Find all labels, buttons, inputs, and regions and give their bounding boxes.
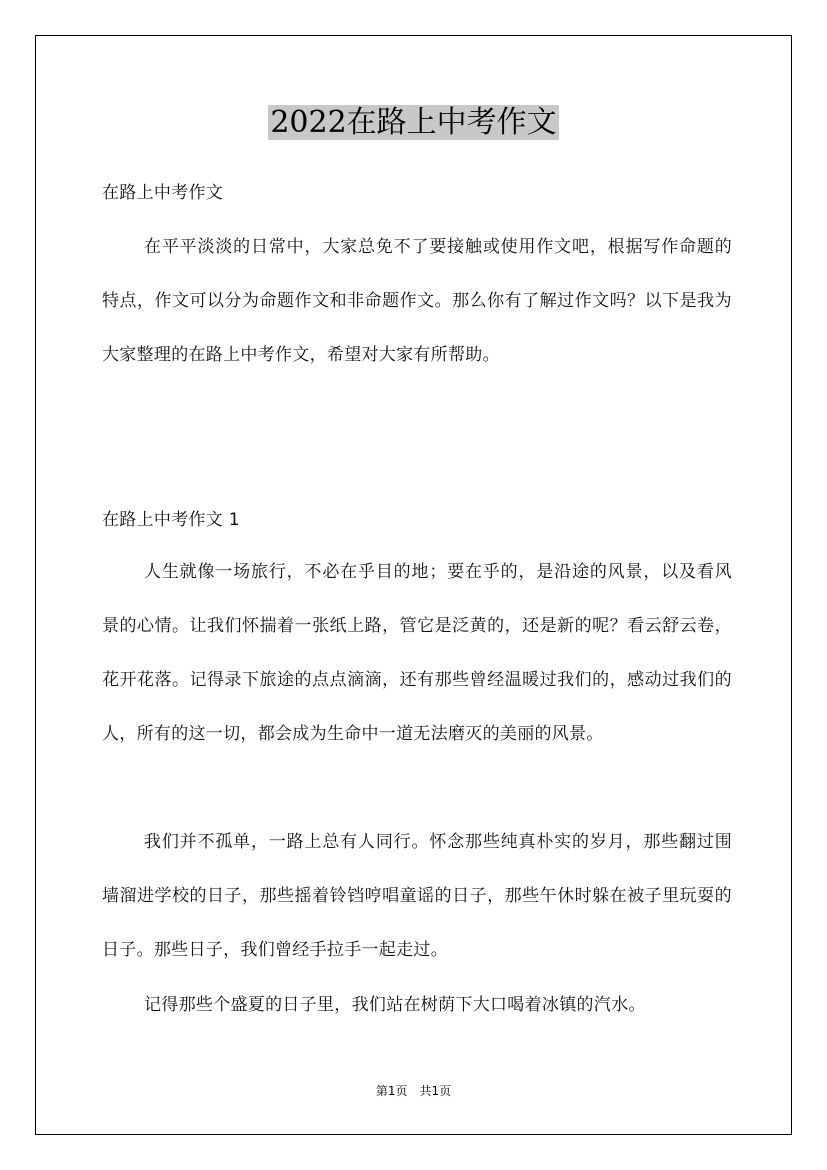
document-title	[0, 102, 827, 144]
page-number: 第1页	[375, 1084, 408, 1098]
page-footer	[0, 1082, 827, 1099]
page-total: 共1页	[419, 1084, 452, 1098]
intro-heading: 在路上中考作文	[102, 183, 224, 203]
intro-paragraph: 在平平淡淡的日常中，大家总免不了要接触或使用作文吧，根据写作命题的特点，作文可以分为命题作文和非命题作文。那么你有了解过作文吗？以下是我为大家整理的在路上中考作文，希望对大家有所帮助。	[102, 237, 732, 365]
essay-paragraph-3: 记得那些个盛夏的日子里，我们站在树荫下大口喝着冰镇的汽水。	[144, 995, 646, 1015]
essay-paragraph-2: 我们并不孤单，一路上总有人同行。怀念那些纯真朴实的岁月，那些翻过围墙溜进学校的日子，那些摇着铃铛哼唱童谣的日子，那些午休时躲在被子里玩耍的日子。那些日子，我们曾经手拉手一起走过。	[102, 832, 732, 960]
essay-heading: 在路上中考作文 1	[102, 510, 240, 530]
essay-paragraph-1: 人生就像一场旅行，不必在乎目的地；要在乎的，是沿途的风景，以及看风景的心情。让我们怀揣着一张纸上路，管它是泛黄的，还是新的呢？看云舒云卷，花开花落。记得录下旅途的点点滴滴，还有那些曾经温暖过我们的，感动过我们的人，所有的这一切，都会成为生命中一道无法磨灭的美丽的风景。	[102, 562, 732, 744]
document-title-text: 2022在路上中考作文	[270, 105, 557, 140]
